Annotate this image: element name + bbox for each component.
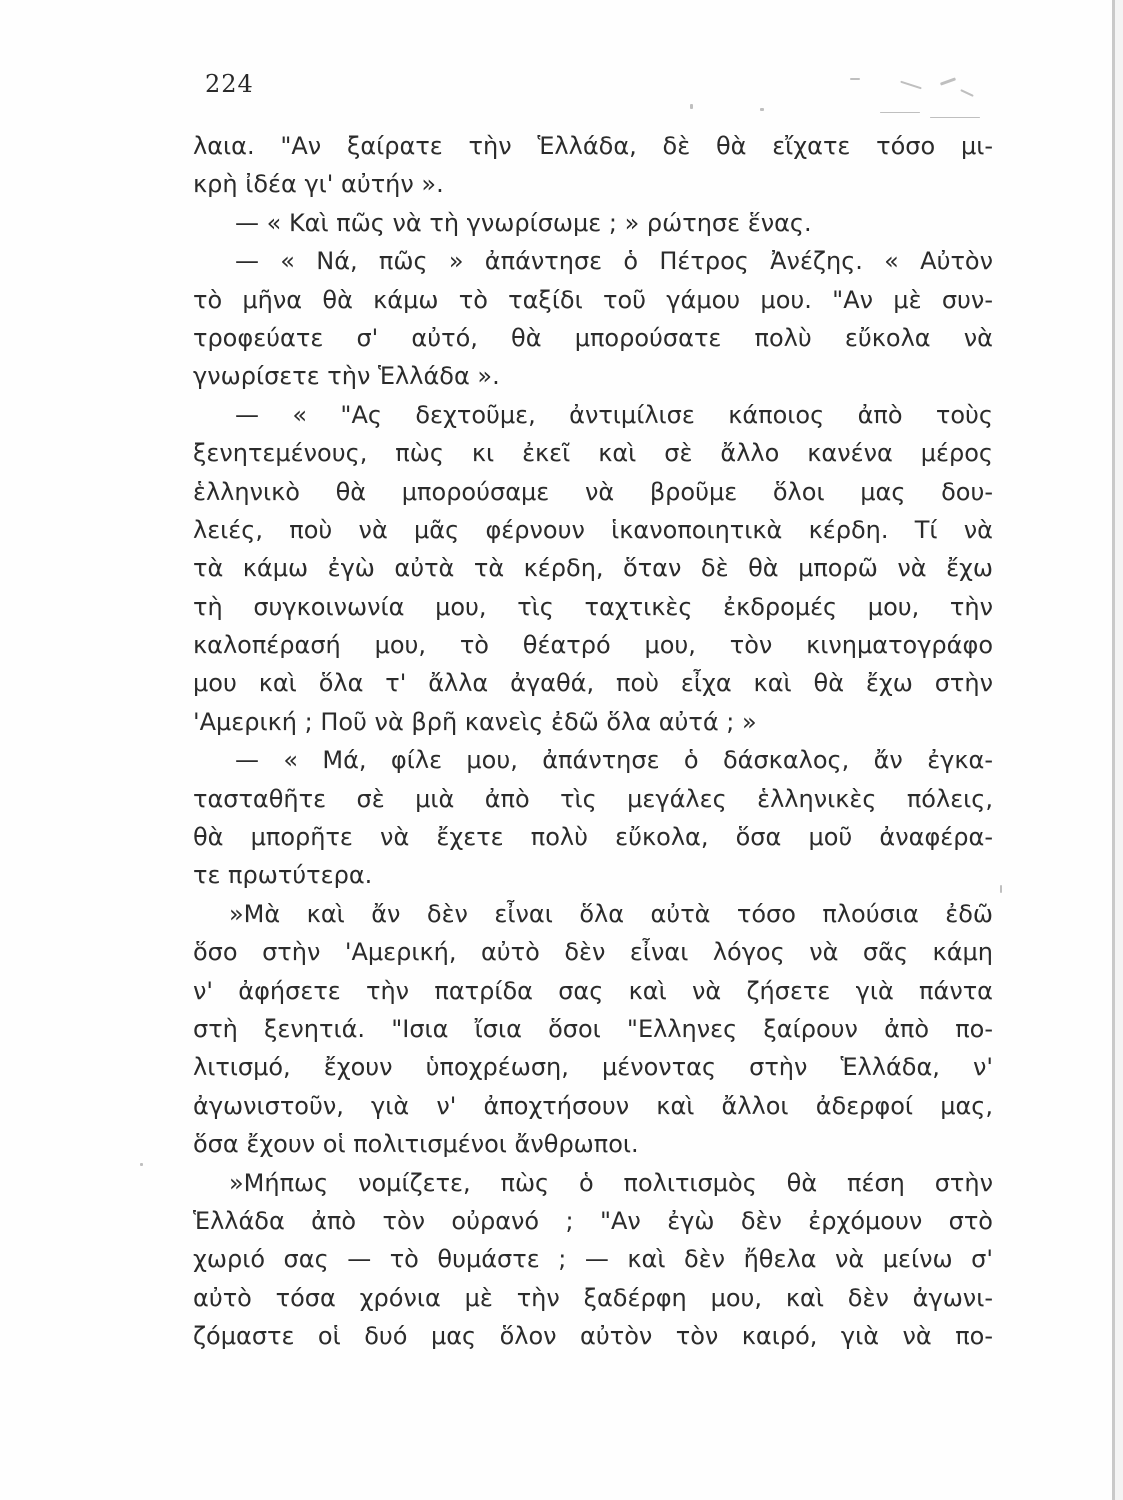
scan-speck (960, 89, 974, 97)
text-line: — « Μά, φίλε μου, ἀπάντησε ὁ δάσκαλος, ἄν ἐγκα- (235, 746, 993, 775)
text-line: τὴ συγκοινωνία μου, τὶς ταχτικὲς ἐκδρομές μου, τὴν (193, 592, 993, 621)
text-line: — « Νά, πῶς » ἀπάντησε ὁ Πέτρος Ἀνέζης. « Αὐτὸν (235, 247, 993, 276)
text-line: — « "Ας δεχτοῦμε, ἀντιμίλισε κάποιος ἀπὸ τοὺς (235, 400, 993, 429)
scan-speck (930, 117, 980, 118)
scan-speck (690, 104, 693, 109)
text-line: θὰ μπορῆτε νὰ ἔχετε πολὺ εὔκολα, ὅσα μοῦ ἀναφέρα- (193, 823, 993, 852)
text-line: τροφεύατε σ' αὐτό, θὰ μπορούσατε πολὺ εὔκολα νὰ (193, 323, 993, 352)
scan-speck (760, 108, 764, 111)
text-line: μου καὶ ὅλα τ' ἄλλα ἀγαθά, ποὺ εἶχα καὶ θὰ ἔχω στὴν (193, 669, 993, 698)
text-line: Ἑλλάδα ἀπὸ τὸν οὐρανό ; "Αν ἐγὼ δὲν ἐρχόμουν στὸ (193, 1206, 993, 1235)
text-line: λιτισμό, ἔχουν ὑποχρέωση, μένοντας στὴν Ἑλλάδα, ν' (193, 1053, 993, 1082)
text-line: ξενητεμένους, πὼς κι ἐκεῖ καὶ σὲ ἄλλο κανένα μέρος (193, 439, 993, 468)
text-line: τε πρωτύτερα. (193, 861, 373, 890)
body-text (193, 127, 993, 1356)
text-line: ζόμαστε οἱ δυό μας ὅλον αὐτὸν τὸν καιρό, γιὰ νὰ πο- (193, 1322, 993, 1351)
text-line: λαια. "Αν ξαίρατε τὴν Ἑλλάδα, δὲ θὰ εἴχατε τόσο μι- (193, 132, 993, 160)
page-edge-shadow (1115, 0, 1123, 1500)
scan-speck (940, 77, 956, 85)
text-line: λειές, ποὺ νὰ μᾶς φέρνουν ἱκανοποιητικὰ κέρδη. Τί νὰ (193, 515, 993, 544)
text-line: ἀγωνιστοῦν, γιὰ ν' ἀποχτήσουν καὶ ἄλλοι ἀδερφοί μας, (193, 1091, 993, 1120)
text-line: ὅσο στὴν 'Αμερική, αὐτὸ δὲν εἶναι λόγος νὰ σᾶς κάμη (193, 938, 993, 967)
page-edge-line (1112, 0, 1115, 1500)
text-line: τὰ κάμω ἐγὼ αὐτὰ τὰ κέρδη, ὅταν δὲ θὰ μπορῶ νὰ ἔχω (193, 554, 993, 583)
text-line: στὴ ξενητιά. "Ισια ἴσια ὅσοι "Ελληνες ξαίρουν ἀπὸ πο- (193, 1014, 993, 1043)
text-line: χωριό σας — τὸ θυμάστε ; — καὶ δὲν ἤθελα νὰ μείνω σ' (193, 1245, 993, 1274)
scan-speck (900, 81, 922, 90)
text-line: γνωρίσετε τὴν Ἑλλάδα ». (193, 362, 500, 391)
text-line: αὐτὸ τόσα χρόνια μὲ τὴν ξαδέρφη μου, καὶ δὲν ἀγωνι- (193, 1283, 993, 1312)
text-line: καλοπέρασή μου, τὸ θέατρό μου, τὸν κινηματογράφο (193, 631, 993, 660)
text-line: »Μὰ καὶ ἄν δὲν εἶναι ὅλα αὐτὰ τόσο πλούσια ἐδῶ (229, 899, 993, 928)
text-line: ἑλληνικὸ θὰ μπορούσαμε νὰ βροῦμε ὅλοι μας δου- (193, 477, 993, 506)
scan-speck (880, 112, 920, 113)
text-line: 'Αμερική ; Ποῦ νὰ βρῆ κανεὶς ἐδῶ ὅλα αὐτά ; » (193, 707, 757, 736)
text-line: — « Καὶ πῶς νὰ τὴ γνωρίσωμε ; » ρώτησε ἕνας. (235, 208, 812, 237)
text-line: τασταθῆτε σὲ μιὰ ἀπὸ τὶς μεγάλες ἑλληνικὲς πόλεις, (193, 784, 993, 813)
text-line: ὅσα ἔχουν οἱ πολιτισμένοι ἄνθρωποι. (193, 1130, 639, 1159)
page-number: 224 (205, 70, 254, 98)
text-line: τὸ μῆνα θὰ κάμω τὸ ταξίδι τοῦ γάμου μου. "Αν μὲ συν- (193, 285, 993, 314)
scan-speck (1000, 885, 1002, 893)
text-line: κρὴ ἰδέα γι' αὐτήν ». (193, 170, 444, 199)
scan-speck (140, 1163, 143, 1166)
text-line: »Μήπως νομίζετε, πὼς ὁ πολιτισμὸς θὰ πέση στὴν (229, 1168, 993, 1197)
scan-speck (850, 78, 860, 80)
text-line: ν' ἀφήσετε τὴν πατρίδα σας καὶ νὰ ζήσετε γιὰ πάντα (193, 976, 993, 1005)
